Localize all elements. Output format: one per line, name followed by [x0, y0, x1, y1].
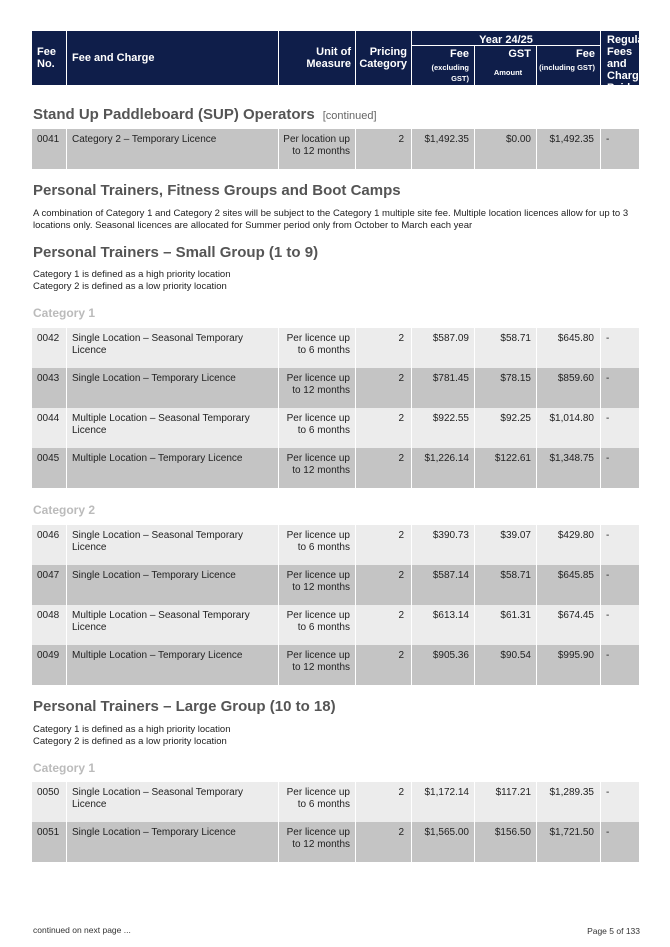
table-row: [32, 605, 639, 645]
fee-name-cell: Multiple Location – Seasonal Temporary Licence: [67, 605, 278, 645]
pricing-category-cell: 2: [356, 448, 411, 488]
header-gst: [475, 46, 536, 85]
fee-excluding-gst-cell: $613.14: [412, 605, 474, 645]
fee-excluding-gst-cell: $1,172.14: [412, 782, 474, 822]
section-description: A combination of Category 1 and Category 2 sites will be subject to the Category 1 multiple site fee. Multiple location licences allow for up to 3 locations only. Seasonal licences are allocated for Summer period only from October to March each year: [33, 208, 629, 231]
gst-amount-cell: $92.25: [475, 408, 536, 448]
section-title-sup-text: Stand Up Paddleboard (SUP) Operators: [33, 106, 315, 123]
continued-label: [continued]: [322, 110, 377, 122]
regulatory-cell: -: [601, 822, 639, 862]
continued-note: continued on next page ...: [33, 925, 131, 935]
fee-excluding-gst-cell: $905.36: [412, 645, 474, 685]
unit-of-measure-cell: Per licence up to 12 months: [279, 368, 355, 408]
fee-name-cell: Single Location – Seasonal Temporary Licence: [67, 782, 278, 822]
fee-number-cell: 0045: [32, 448, 66, 488]
fee-number-cell: 0047: [32, 565, 66, 605]
fee-number-cell: 0049: [32, 645, 66, 685]
table-row: [32, 565, 639, 605]
fee-including-gst-cell: $1,289.35: [537, 782, 600, 822]
header-fee-and-charge: Fee and Charge: [67, 31, 278, 85]
fee-excluding-gst-cell: $390.73: [412, 525, 474, 565]
gst-amount-cell: $58.71: [475, 565, 536, 605]
header-fee-including: [537, 46, 600, 85]
fee-name-cell: Multiple Location – Temporary Licence: [67, 448, 278, 488]
section-title-sup: [33, 106, 377, 123]
fee-including-gst-cell: $429.80: [537, 525, 600, 565]
category-definition-1: Category 1 is defined as a high priority location: [33, 269, 231, 280]
fee-excluding-gst-cell: $922.55: [412, 408, 474, 448]
fee-number-cell: 0048: [32, 605, 66, 645]
pricing-category-cell: 2: [356, 129, 411, 169]
header-pricing-category: Pricing Category: [356, 31, 411, 85]
fee-including-gst-cell: $859.60: [537, 368, 600, 408]
unit-of-measure-cell: Per licence up to 12 months: [279, 565, 355, 605]
gst-amount-cell: $39.07: [475, 525, 536, 565]
fee-name-cell: Single Location – Seasonal Temporary Licence: [67, 328, 278, 368]
fee-excluding-gst-cell: $587.14: [412, 565, 474, 605]
unit-of-measure-cell: Per licence up to 6 months: [279, 782, 355, 822]
unit-of-measure-cell: Per licence up to 6 months: [279, 605, 355, 645]
fee-name-cell: Category 2 – Temporary Licence: [67, 129, 278, 169]
fee-including-gst-cell: $995.90: [537, 645, 600, 685]
header-year: Year 24/25: [412, 31, 600, 45]
header-unit-of-measure: Unit of Measure: [279, 31, 355, 85]
pricing-category-cell: 2: [356, 645, 411, 685]
fee-number-cell: 0044: [32, 408, 66, 448]
table-row: [32, 645, 639, 685]
subheading-category-1: Category 1: [33, 306, 96, 320]
fee-excluding-gst-cell: $587.09: [412, 328, 474, 368]
fee-name-cell: Multiple Location – Seasonal Temporary Licence: [67, 408, 278, 448]
section-title-small-group: Personal Trainers – Small Group (1 to 9): [33, 244, 319, 261]
gst-amount-cell: $61.31: [475, 605, 536, 645]
table-row: [32, 822, 639, 862]
pricing-category-cell: 2: [356, 368, 411, 408]
gst-amount-cell: $156.50: [475, 822, 536, 862]
regulatory-cell: -: [601, 368, 639, 408]
pricing-category-cell: 2: [356, 782, 411, 822]
category-definition-2: Category 2 is defined as a low priority location: [33, 736, 227, 747]
gst-amount-cell: $0.00: [475, 129, 536, 169]
fee-name-cell: Multiple Location – Temporary Licence: [67, 645, 278, 685]
table-row: [32, 782, 639, 822]
header-fee-excluding-sub: (excluding GST): [431, 63, 469, 83]
gst-amount-cell: $122.61: [475, 448, 536, 488]
unit-of-measure-cell: Per licence up to 6 months: [279, 408, 355, 448]
regulatory-cell: -: [601, 408, 639, 448]
fee-name-cell: Single Location – Temporary Licence: [67, 565, 278, 605]
fee-including-gst-cell: $1,348.75: [537, 448, 600, 488]
category-definition-1: Category 1 is defined as a high priority location: [33, 724, 231, 735]
section-title-personal-trainers: Personal Trainers, Fitness Groups and Boot Camps: [33, 182, 401, 199]
pricing-category-cell: 2: [356, 565, 411, 605]
fee-name-cell: Single Location – Seasonal Temporary Licence: [67, 525, 278, 565]
gst-amount-cell: $90.54: [475, 645, 536, 685]
fee-name-cell: Single Location – Temporary Licence: [67, 822, 278, 862]
gst-amount-cell: $58.71: [475, 328, 536, 368]
fee-number-cell: 0042: [32, 328, 66, 368]
fee-including-gst-cell: $1,721.50: [537, 822, 600, 862]
fee-number-cell: 0051: [32, 822, 66, 862]
fee-excluding-gst-cell: $781.45: [412, 368, 474, 408]
table-row: [32, 448, 639, 488]
fee-including-gst-cell: $645.80: [537, 328, 600, 368]
pricing-category-cell: 2: [356, 822, 411, 862]
header-fee-excluding: [412, 46, 474, 85]
fee-including-gst-cell: $1,492.35: [537, 129, 600, 169]
unit-of-measure-cell: Per licence up to 6 months: [279, 328, 355, 368]
fee-excluding-gst-cell: $1,565.00: [412, 822, 474, 862]
unit-of-measure-cell: Per location up to 12 months: [279, 129, 355, 169]
header-gst-sub: Amount: [493, 68, 523, 77]
header-gst-label: GST: [508, 48, 531, 60]
fee-number-cell: 0043: [32, 368, 66, 408]
fee-number-cell: 0050: [32, 782, 66, 822]
fee-excluding-gst-cell: $1,492.35: [412, 129, 474, 169]
fee-including-gst-cell: $1,014.80: [537, 408, 600, 448]
unit-of-measure-cell: Per licence up to 12 months: [279, 645, 355, 685]
subheading-category-1: Category 1: [33, 761, 96, 775]
fee-excluding-gst-cell: $1,226.14: [412, 448, 474, 488]
table-row: [32, 368, 639, 408]
header-fee-no: Fee No.: [32, 31, 66, 85]
fee-including-gst-cell: $645.85: [537, 565, 600, 605]
table-row: [32, 525, 639, 565]
unit-of-measure-cell: Per licence up to 12 months: [279, 822, 355, 862]
header-fee-including-sub: (including GST): [539, 63, 595, 72]
pricing-category-cell: 2: [356, 408, 411, 448]
header-fee-excluding-label: Fee: [450, 48, 469, 60]
regulatory-cell: -: [601, 645, 639, 685]
pricing-category-cell: 2: [356, 605, 411, 645]
table-header: [32, 31, 665, 106]
fee-number-cell: 0046: [32, 525, 66, 565]
regulatory-cell: -: [601, 448, 639, 488]
regulatory-cell: -: [601, 782, 639, 822]
gst-amount-cell: $117.21: [475, 782, 536, 822]
section-title-large-group: Personal Trainers – Large Group (10 to 18): [33, 698, 336, 715]
regulatory-cell: -: [601, 605, 639, 645]
regulatory-cell: -: [601, 525, 639, 565]
header-regulatory: Regulatory Fees and Charges Paid to: [601, 31, 639, 85]
header-fee-including-label: Fee: [576, 48, 595, 60]
table-row: [32, 408, 639, 448]
unit-of-measure-cell: Per licence up to 12 months: [279, 448, 355, 488]
table-row: [32, 129, 639, 169]
fee-name-cell: Single Location – Temporary Licence: [67, 368, 278, 408]
regulatory-cell: -: [601, 129, 639, 169]
table-row: [32, 328, 639, 368]
fee-including-gst-cell: $674.45: [537, 605, 600, 645]
pricing-category-cell: 2: [356, 525, 411, 565]
subheading-category-2: Category 2: [33, 503, 96, 517]
page-number: Page 5 of 133: [587, 926, 640, 936]
unit-of-measure-cell: Per licence up to 6 months: [279, 525, 355, 565]
category-definition-2: Category 2 is defined as a low priority location: [33, 281, 227, 292]
regulatory-cell: -: [601, 565, 639, 605]
regulatory-cell: -: [601, 328, 639, 368]
pricing-category-cell: 2: [356, 328, 411, 368]
gst-amount-cell: $78.15: [475, 368, 536, 408]
fee-number-cell: 0041: [32, 129, 66, 169]
